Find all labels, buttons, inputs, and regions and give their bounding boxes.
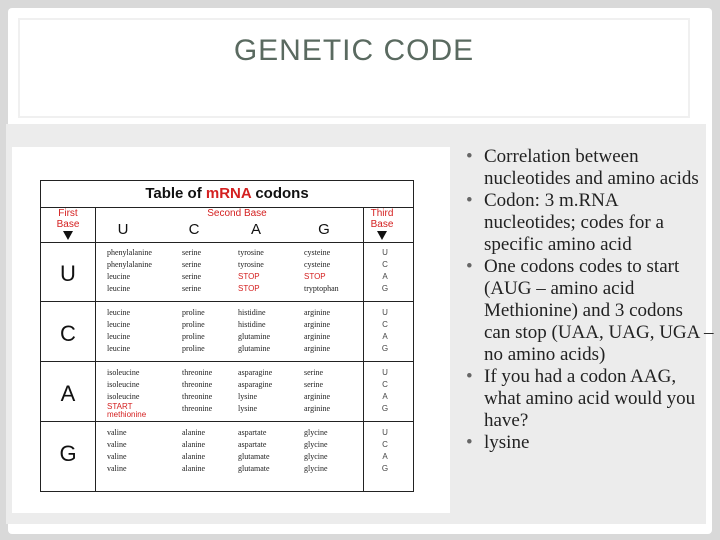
amino-acid-label: serine: [182, 272, 202, 281]
third-base-label-line2: Base: [370, 219, 394, 230]
first-base-label-line2: Base: [56, 219, 80, 230]
amino-acid-label: glutamate: [238, 452, 270, 461]
amino-acid-label: leucine: [107, 344, 131, 353]
row-base-u: U: [60, 261, 76, 286]
third-base-letter: A: [382, 392, 388, 401]
third-base-letter: U: [382, 368, 388, 377]
codon-table-title: [41, 181, 413, 207]
amino-acid-label: serine: [304, 368, 324, 377]
codon-cell: [238, 247, 264, 295]
codon-table-title-suffix: codons: [251, 185, 309, 202]
amino-acid-label: aspartate: [238, 440, 267, 449]
amino-acid-label: proline: [182, 308, 205, 317]
bullet-dot: •: [466, 190, 473, 211]
codon-cell: [304, 427, 328, 475]
third-base-label: [367, 208, 397, 230]
codon-cell: [304, 247, 339, 295]
amino-acid-label: threonine: [182, 368, 213, 377]
amino-acid-label: proline: [182, 332, 205, 341]
third-base-letters: [370, 427, 400, 475]
amino-acid-label: glutamine: [238, 344, 270, 353]
amino-acid-label: asparagine: [238, 368, 273, 377]
third-base-letter: C: [382, 380, 388, 389]
codon-cell: [107, 427, 127, 475]
row-base-a: A: [60, 381, 76, 406]
amino-acid-label: histidine: [238, 308, 266, 317]
amino-acid-label: glycine: [304, 464, 328, 473]
codon-cell: [182, 367, 212, 415]
third-base-letter: C: [382, 320, 388, 329]
amino-acid-label: isoleucine: [107, 380, 140, 389]
amino-acid-label: arginine: [304, 332, 331, 341]
list-item: [464, 256, 714, 366]
divider: [95, 207, 96, 491]
amino-acid-label: START: [107, 402, 133, 411]
amino-acid-label: tyrosine: [238, 260, 264, 269]
amino-acid-label: STOP: [304, 272, 326, 281]
amino-acid-label: serine: [304, 380, 324, 389]
amino-acid-label: glutamate: [238, 464, 270, 473]
row-base-c: C: [60, 321, 76, 346]
bullet-text: Codon: 3 m.RNA nucleotides; codes for a specific amino acid: [484, 190, 664, 255]
list-item: [464, 146, 714, 190]
third-base-letter: G: [381, 464, 389, 473]
list-item: [464, 190, 714, 256]
amino-acid-label: alanine: [182, 464, 206, 473]
codon-cell: [238, 307, 270, 355]
amino-acid-label: phenylalanine: [107, 248, 152, 257]
codon-cell: [107, 367, 146, 419]
codon-cell: [182, 427, 205, 475]
divider: [363, 207, 364, 491]
third-base-letter: A: [382, 452, 388, 461]
amino-acid-label: STOP: [238, 284, 260, 293]
third-base-letter: A: [382, 332, 388, 341]
amino-acid-label: arginine: [304, 308, 331, 317]
first-base-label-line1: First: [58, 208, 78, 219]
codon-cell: [182, 307, 205, 355]
column-a: A: [250, 221, 261, 238]
third-base-letters: [370, 367, 400, 415]
amino-acid-label: serine: [182, 284, 202, 293]
amino-acid-label: leucine: [107, 272, 131, 281]
codon-table-title-highlight: mRNA: [205, 185, 252, 202]
amino-acid-label: phenylalanine: [107, 260, 152, 269]
bullet-dot: •: [466, 146, 473, 167]
third-base-letter: U: [382, 248, 388, 257]
first-base-label: [45, 208, 91, 230]
amino-acid-label: alanine: [182, 452, 206, 461]
amino-acid-label: tryptophan: [304, 284, 339, 293]
amino-acid-label: lysine: [238, 392, 258, 401]
title-box: [18, 18, 690, 118]
row-base-g: G: [59, 441, 77, 466]
amino-acid-label: arginine: [304, 344, 331, 353]
list-item: [464, 366, 714, 432]
third-base-letter: C: [382, 440, 388, 449]
codon-table-title-prefix: Table of: [145, 185, 206, 202]
bullet-text: lysine: [484, 432, 530, 453]
third-base-letter: A: [382, 272, 388, 281]
amino-acid-label: leucine: [107, 284, 131, 293]
amino-acid-label: isoleucine: [107, 392, 140, 401]
amino-acid-label: valine: [107, 464, 127, 473]
amino-acid-label: tyrosine: [238, 248, 264, 257]
amino-acid-label: asparagine: [238, 380, 273, 389]
codon-table-header: [41, 207, 413, 243]
amino-acid-label: lysine: [238, 404, 258, 413]
bullet-dot: •: [466, 366, 473, 387]
divider: [41, 361, 413, 362]
amino-acid-label: cysteine: [304, 248, 331, 257]
third-base-letters: [370, 307, 400, 355]
amino-acid-label: threonine: [182, 380, 213, 389]
codon-cell: [182, 247, 201, 295]
amino-acid-label: arginine: [304, 404, 331, 413]
amino-acid-label: threonine: [182, 392, 213, 401]
bullet-dot: •: [466, 432, 473, 453]
amino-acid-label: glycine: [304, 452, 328, 461]
amino-acid-label: alanine: [182, 428, 206, 437]
bullet-text: One codons codes to start (AUG – amino acid Methionine) and 3 codons can stop (UAA, UAG, UGA – no amino acids): [484, 256, 714, 365]
amino-acid-label: methionine: [107, 410, 147, 419]
divider: [41, 421, 413, 422]
amino-acid-label: glycine: [304, 428, 328, 437]
amino-acid-label: arginine: [304, 320, 331, 329]
amino-acid-label: arginine: [304, 392, 331, 401]
column-g: G: [318, 221, 330, 238]
bullet-text: If you had a codon AAG, what amino acid would you have?: [484, 366, 696, 431]
first-base-arrow-icon: [63, 231, 73, 240]
amino-acid-label: serine: [182, 248, 202, 257]
amino-acid-label: aspartate: [238, 428, 267, 437]
amino-acid-label: threonine: [182, 404, 213, 413]
third-base-letter: G: [381, 344, 389, 353]
bullet-dot: •: [466, 256, 473, 277]
amino-acid-label: leucine: [107, 308, 131, 317]
third-base-arrow-icon: [377, 231, 387, 240]
amino-acid-label: valine: [107, 428, 127, 437]
bullet-text: Correlation between nucleotides and amino acids: [484, 146, 699, 189]
third-base-letter: U: [382, 428, 388, 437]
codon-cell: [107, 247, 152, 295]
slide-title: GENETIC CODE: [233, 34, 475, 67]
third-base-letters: [370, 247, 400, 295]
amino-acid-label: cysteine: [304, 260, 331, 269]
amino-acid-label: proline: [182, 320, 205, 329]
amino-acid-label: valine: [107, 452, 127, 461]
codon-table: [40, 180, 414, 492]
amino-acid-label: valine: [107, 440, 127, 449]
third-base-letter: U: [382, 308, 388, 317]
amino-acid-label: histidine: [238, 320, 266, 329]
amino-acid-label: serine: [182, 260, 202, 269]
amino-acid-label: proline: [182, 344, 205, 353]
third-base-letter: C: [382, 260, 388, 269]
third-base-letter: G: [381, 404, 389, 413]
amino-acid-label: STOP: [238, 272, 260, 281]
list-item: [464, 432, 714, 454]
amino-acid-label: isoleucine: [107, 368, 140, 377]
codon-cell: [304, 367, 330, 415]
amino-acid-label: glycine: [304, 440, 328, 449]
column-u: U: [117, 221, 129, 238]
codon-cell: [238, 427, 270, 475]
bullet-list: [464, 146, 714, 454]
codon-cell: [304, 307, 330, 355]
amino-acid-label: glutamine: [238, 332, 270, 341]
divider: [41, 301, 413, 302]
amino-acid-label: leucine: [107, 332, 131, 341]
third-base-letter: G: [381, 284, 389, 293]
third-base-label-line1: Third: [370, 208, 394, 219]
column-c: C: [188, 221, 200, 238]
amino-acid-label: leucine: [107, 320, 131, 329]
amino-acid-label: alanine: [182, 440, 206, 449]
second-base-label: Second Base: [207, 208, 267, 219]
codon-cell: [107, 307, 130, 355]
codon-cell: [238, 367, 272, 415]
